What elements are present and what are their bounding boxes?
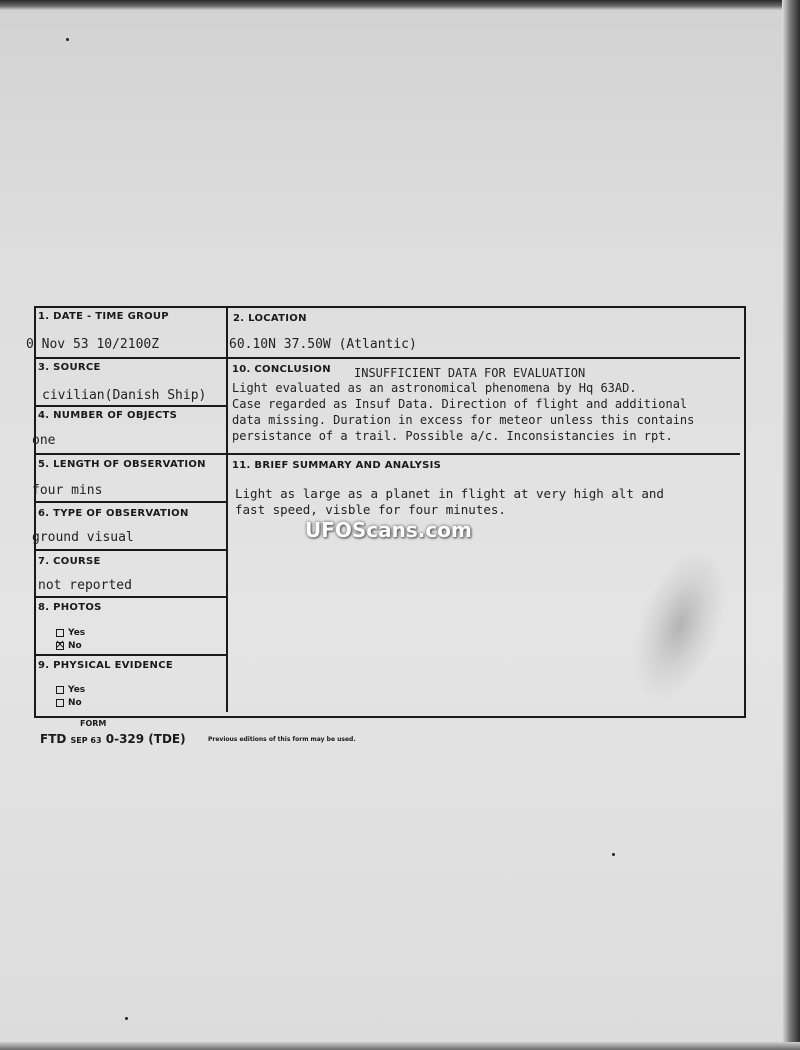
speck bbox=[612, 853, 615, 856]
footer-date: SEP 63 bbox=[70, 736, 102, 745]
source-label: 3. SOURCE bbox=[38, 362, 101, 373]
date-time-group-label: 1. DATE - TIME GROUP bbox=[38, 311, 169, 322]
conclusion-line: data missing. Duration in excess for meteor unless this contains bbox=[232, 413, 695, 427]
scan-right-edge bbox=[782, 0, 800, 1050]
speck bbox=[66, 38, 69, 41]
scan-top-edge bbox=[0, 0, 800, 10]
date-time-group-value: 0 Nov 53 10/2100Z bbox=[26, 337, 160, 352]
row-divider bbox=[36, 596, 226, 598]
location-label: 2. LOCATION bbox=[233, 313, 307, 324]
photos-no-checkbox[interactable] bbox=[56, 642, 64, 650]
physical-evidence-no-text: No bbox=[68, 698, 82, 708]
scan-bottom-edge bbox=[0, 1042, 800, 1050]
row-divider bbox=[36, 654, 226, 656]
photos-no-text: No bbox=[68, 641, 82, 651]
photos-no-option[interactable] bbox=[56, 641, 82, 651]
type-of-observation-value: ground visual bbox=[32, 530, 134, 545]
location-value: 60.10N 37.50W (Atlantic) bbox=[229, 337, 417, 352]
row-divider bbox=[36, 405, 226, 407]
row-divider bbox=[36, 549, 226, 551]
length-of-observation-value: four mins bbox=[32, 483, 103, 498]
conclusion-line: Light evaluated as an astronomical phenomena by Hq 63AD. bbox=[232, 381, 637, 395]
summary-line: fast speed, visble for four minutes. bbox=[235, 502, 506, 517]
conclusion-label: 10. CONCLUSION bbox=[232, 364, 331, 375]
summary-line: Light as large as a planet in flight at very high alt and bbox=[235, 486, 664, 501]
footer-form-word: FORM bbox=[80, 719, 107, 728]
conclusion-line: Case regarded as Insuf Data. Direction of flight and additional bbox=[232, 397, 688, 411]
physical-evidence-yes-text: Yes bbox=[68, 685, 86, 695]
project-card-form bbox=[26, 306, 746, 718]
physical-evidence-yes-checkbox[interactable] bbox=[56, 686, 64, 694]
course-label: 7. COURSE bbox=[38, 556, 101, 567]
conclusion-line: persistance of a trail. Possible a/c. Inconsistancies in rpt. bbox=[232, 429, 673, 443]
source-value: civilian(Danish Ship) bbox=[42, 388, 207, 403]
length-of-observation-label: 5. LENGTH OF OBSERVATION bbox=[38, 459, 206, 470]
physical-evidence-label: 9. PHYSICAL EVIDENCE bbox=[38, 660, 173, 671]
summary-label: 11. BRIEF SUMMARY AND ANALYSIS bbox=[232, 460, 442, 471]
row-divider bbox=[36, 501, 226, 503]
speck bbox=[125, 1017, 128, 1020]
conclusion-headline: INSUFFICIENT DATA FOR EVALUATION bbox=[354, 366, 586, 380]
photos-yes-checkbox[interactable] bbox=[56, 629, 64, 637]
physical-evidence-no-checkbox[interactable] bbox=[56, 699, 64, 707]
footer-note: Previous editions of this form may be used. bbox=[208, 736, 356, 743]
physical-evidence-no-option[interactable] bbox=[56, 698, 82, 708]
number-of-objects-value: one bbox=[32, 433, 56, 448]
physical-evidence-yes-option[interactable] bbox=[56, 685, 85, 695]
column-divider bbox=[226, 308, 228, 712]
photos-label: 8. PHOTOS bbox=[38, 602, 102, 613]
footer-ftd: FTD bbox=[40, 732, 67, 746]
photos-yes-text: Yes bbox=[68, 628, 86, 638]
number-of-objects-label: 4. NUMBER OF OBJECTS bbox=[38, 410, 178, 421]
site-watermark: UFOScans.com bbox=[305, 518, 472, 542]
type-of-observation-label: 6. TYPE OF OBSERVATION bbox=[38, 508, 189, 519]
row-divider bbox=[36, 453, 740, 455]
row-divider bbox=[36, 357, 740, 359]
course-value: not reported bbox=[38, 578, 132, 593]
footer-form-id bbox=[40, 732, 186, 746]
footer-number: 0-329 (TDE) bbox=[105, 732, 186, 746]
